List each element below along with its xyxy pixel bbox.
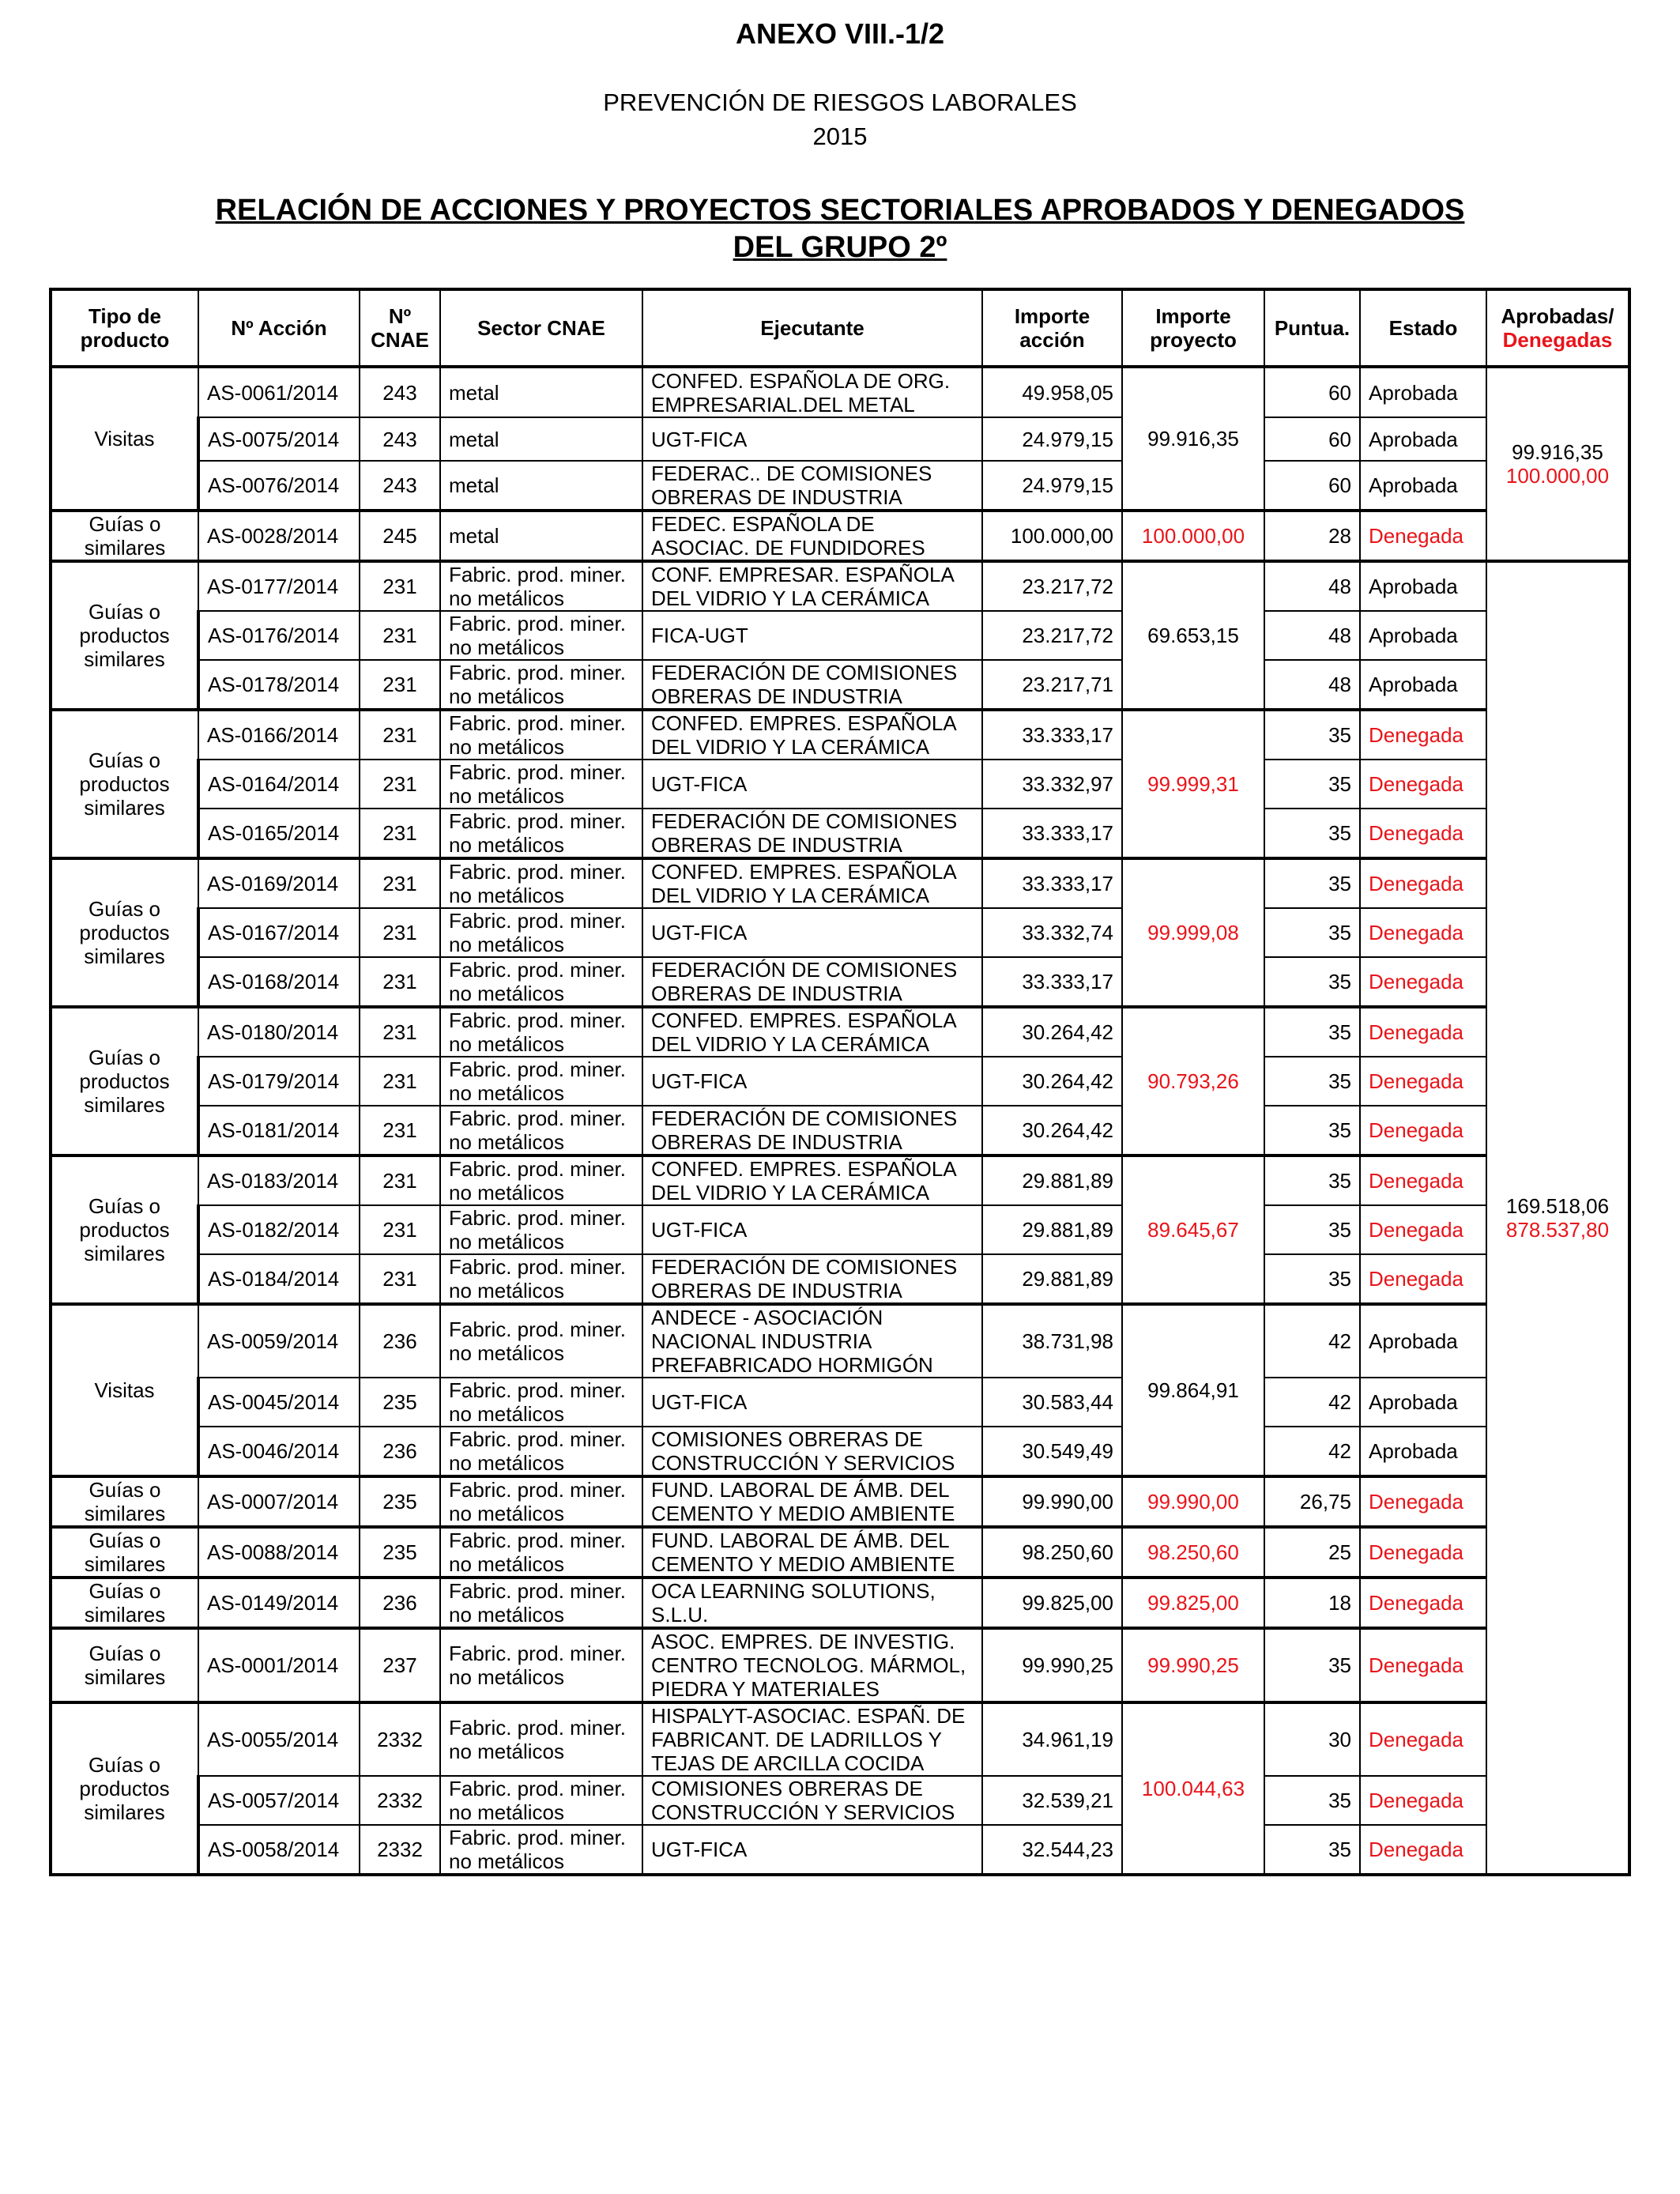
ejecutante-cell: UGT-FICA	[642, 1378, 982, 1427]
puntuacion-cell: 42	[1264, 1304, 1360, 1378]
accion-cell: AS-0176/2014	[198, 611, 360, 660]
cnae-cell: 236	[360, 1304, 440, 1378]
table-row	[51, 1155, 1629, 1205]
puntuacion-cell: 35	[1264, 1825, 1360, 1875]
table-row	[51, 858, 1629, 908]
importe-accion-cell: 30.264,42	[982, 1106, 1122, 1155]
actions-table	[49, 288, 1631, 1876]
col-header-cnae: Nº CNAE	[360, 289, 440, 367]
col-header-accion: Nº Acción	[198, 289, 360, 367]
cnae-cell: 231	[360, 809, 440, 858]
cnae-cell: 231	[360, 1254, 440, 1304]
cnae-cell: 243	[360, 417, 440, 461]
aprobadas-denegadas-cell	[1486, 561, 1629, 1875]
table-row	[51, 1776, 1629, 1825]
sector-cell: metal	[440, 367, 642, 417]
accion-cell: AS-0075/2014	[198, 417, 360, 461]
cnae-cell: 231	[360, 858, 440, 908]
cnae-cell: 2332	[360, 1776, 440, 1825]
table-row	[51, 1304, 1629, 1378]
estado-cell: Denegada	[1360, 1776, 1486, 1825]
col-header-tipo: Tipo de producto	[51, 289, 198, 367]
estado-cell: Denegada	[1360, 760, 1486, 809]
ejecutante-cell: UGT-FICA	[642, 1205, 982, 1254]
ejecutante-cell: FEDERACIÓN DE COMISIONES OBRERAS DE INDUSTRIA	[642, 809, 982, 858]
accion-cell: AS-0076/2014	[198, 461, 360, 511]
sector-cell: Fabric. prod. miner. no metálicos	[440, 1254, 642, 1304]
importe-proyecto-cell: 100.000,00	[1122, 511, 1264, 561]
cnae-cell: 231	[360, 561, 440, 611]
ejecutante-cell: ANDECE - ASOCIACIÓN NACIONAL INDUSTRIA PREFABRICADO HORMIGÓN	[642, 1304, 982, 1378]
report-title-line1: RELACIÓN DE ACCIONES Y PROYECTOS SECTORIALES APROBADOS Y DENEGADOS	[215, 194, 1465, 227]
cnae-cell: 243	[360, 367, 440, 417]
accion-cell: AS-0046/2014	[198, 1427, 360, 1476]
estado-cell: Denegada	[1360, 710, 1486, 760]
importe-accion-cell: 33.332,74	[982, 908, 1122, 957]
ejecutante-cell: UGT-FICA	[642, 1825, 982, 1875]
table-body	[51, 367, 1629, 1875]
estado-cell: Denegada	[1360, 957, 1486, 1007]
puntuacion-cell: 35	[1264, 1057, 1360, 1106]
estado-cell: Denegada	[1360, 1205, 1486, 1254]
accion-cell: AS-0061/2014	[198, 367, 360, 417]
tipo-producto-cell: Guías o similares	[51, 1476, 198, 1527]
accion-cell: AS-0057/2014	[198, 1776, 360, 1825]
table-row	[51, 1205, 1629, 1254]
puntuacion-cell: 35	[1264, 1155, 1360, 1205]
ejecutante-cell: FEDERAC.. DE COMISIONES OBRERAS DE INDUSTRIA	[642, 461, 982, 511]
tipo-producto-cell: Guías o similares	[51, 1628, 198, 1702]
importe-accion-cell: 33.333,17	[982, 957, 1122, 1007]
estado-cell: Denegada	[1360, 1057, 1486, 1106]
accion-cell: AS-0001/2014	[198, 1628, 360, 1702]
ejecutante-cell: CONFED. EMPRES. ESPAÑOLA DEL VIDRIO Y LA CERÁMICA	[642, 1155, 982, 1205]
estado-cell: Denegada	[1360, 908, 1486, 957]
sector-cell: Fabric. prod. miner. no metálicos	[440, 1527, 642, 1578]
importe-accion-cell: 23.217,72	[982, 611, 1122, 660]
accion-cell: AS-0058/2014	[198, 1825, 360, 1875]
cnae-cell: 2332	[360, 1702, 440, 1776]
puntuacion-cell: 35	[1264, 1007, 1360, 1057]
report-title-line2: DEL GRUPO 2º	[733, 231, 947, 264]
tipo-producto-cell: Guías o productos similares	[51, 710, 198, 858]
sector-cell: Fabric. prod. miner. no metálicos	[440, 1578, 642, 1628]
estado-cell: Denegada	[1360, 1007, 1486, 1057]
importe-proyecto-cell: 99.864,91	[1122, 1304, 1264, 1476]
sector-cell: Fabric. prod. miner. no metálicos	[440, 710, 642, 760]
aprobadas-denegadas-cell	[1486, 367, 1629, 561]
table-row	[51, 611, 1629, 660]
table-row	[51, 1527, 1629, 1578]
cnae-cell: 235	[360, 1476, 440, 1527]
importe-accion-cell: 33.333,17	[982, 710, 1122, 760]
importe-proyecto-cell: 99.916,35	[1122, 367, 1264, 511]
estado-cell: Aprobada	[1360, 660, 1486, 710]
sector-cell: Fabric. prod. miner. no metálicos	[440, 1702, 642, 1776]
importe-proyecto-cell: 69.653,15	[1122, 561, 1264, 710]
accion-cell: AS-0180/2014	[198, 1007, 360, 1057]
table-row	[51, 1378, 1629, 1427]
sector-cell: Fabric. prod. miner. no metálicos	[440, 1155, 642, 1205]
importe-accion-cell: 100.000,00	[982, 511, 1122, 561]
importe-accion-cell: 33.333,17	[982, 809, 1122, 858]
ejecutante-cell: FEDERACIÓN DE COMISIONES OBRERAS DE INDUSTRIA	[642, 1106, 982, 1155]
ejecutante-cell: HISPALYT-ASOCIAC. ESPAÑ. DE FABRICANT. DE LADRILLOS Y TEJAS DE ARCILLA COCIDA	[642, 1702, 982, 1776]
sector-cell: Fabric. prod. miner. no metálicos	[440, 660, 642, 710]
col-header-puntua: Puntua.	[1264, 289, 1360, 367]
col-header-sector: Sector CNAE	[440, 289, 642, 367]
puntuacion-cell: 35	[1264, 710, 1360, 760]
estado-cell: Denegada	[1360, 1106, 1486, 1155]
sector-cell: Fabric. prod. miner. no metálicos	[440, 561, 642, 611]
accion-cell: AS-0028/2014	[198, 511, 360, 561]
cnae-cell: 231	[360, 1057, 440, 1106]
accion-cell: AS-0168/2014	[198, 957, 360, 1007]
table-row	[51, 1106, 1629, 1155]
ejecutante-cell: CONFED. EMPRES. ESPAÑOLA DEL VIDRIO Y LA CERÁMICA	[642, 710, 982, 760]
importe-proyecto-cell: 99.990,00	[1122, 1476, 1264, 1527]
puntuacion-cell: 48	[1264, 611, 1360, 660]
col-header-importe-proyecto: Importe proyecto	[1122, 289, 1264, 367]
sector-cell: Fabric. prod. miner. no metálicos	[440, 1628, 642, 1702]
estado-cell: Denegada	[1360, 1254, 1486, 1304]
estado-cell: Denegada	[1360, 1825, 1486, 1875]
sector-cell: Fabric. prod. miner. no metálicos	[440, 858, 642, 908]
puntuacion-cell: 35	[1264, 1628, 1360, 1702]
sector-cell: Fabric. prod. miner. no metálicos	[440, 908, 642, 957]
importe-accion-cell: 24.979,15	[982, 461, 1122, 511]
importe-accion-cell: 30.583,44	[982, 1378, 1122, 1427]
table-row	[51, 461, 1629, 511]
puntuacion-cell: 60	[1264, 461, 1360, 511]
puntuacion-cell: 30	[1264, 1702, 1360, 1776]
sector-cell: Fabric. prod. miner. no metálicos	[440, 1106, 642, 1155]
ejecutante-cell: UGT-FICA	[642, 908, 982, 957]
accion-cell: AS-0059/2014	[198, 1304, 360, 1378]
sector-cell: Fabric. prod. miner. no metálicos	[440, 1427, 642, 1476]
ejecutante-cell: FUND. LABORAL DE ÁMB. DEL CEMENTO Y MEDIO AMBIENTE	[642, 1476, 982, 1527]
ejecutante-cell: CONFED. EMPRES. ESPAÑOLA DEL VIDRIO Y LA CERÁMICA	[642, 1007, 982, 1057]
importe-proyecto-cell: 99.999,31	[1122, 710, 1264, 858]
accion-cell: AS-0007/2014	[198, 1476, 360, 1527]
tipo-producto-cell: Guías o productos similares	[51, 561, 198, 710]
importe-accion-cell: 23.217,72	[982, 561, 1122, 611]
puntuacion-cell: 18	[1264, 1578, 1360, 1628]
accion-cell: AS-0169/2014	[198, 858, 360, 908]
estado-cell: Denegada	[1360, 1702, 1486, 1776]
ejecutante-cell: OCA LEARNING SOLUTIONS, S.L.U.	[642, 1578, 982, 1628]
estado-cell: Denegada	[1360, 1527, 1486, 1578]
table-row	[51, 809, 1629, 858]
estado-cell: Aprobada	[1360, 461, 1486, 511]
sector-cell: Fabric. prod. miner. no metálicos	[440, 1057, 642, 1106]
sector-cell: metal	[440, 417, 642, 461]
sector-cell: Fabric. prod. miner. no metálicos	[440, 1776, 642, 1825]
importe-accion-cell: 23.217,71	[982, 660, 1122, 710]
accion-cell: AS-0177/2014	[198, 561, 360, 611]
puntuacion-cell: 35	[1264, 1776, 1360, 1825]
ejecutante-cell: FEDERACIÓN DE COMISIONES OBRERAS DE INDUSTRIA	[642, 957, 982, 1007]
year: 2015	[812, 123, 868, 150]
ejecutante-cell: UGT-FICA	[642, 760, 982, 809]
importe-accion-cell: 33.333,17	[982, 858, 1122, 908]
importe-accion-cell: 99.990,00	[982, 1476, 1122, 1527]
cnae-cell: 231	[360, 660, 440, 710]
cnae-cell: 231	[360, 957, 440, 1007]
accion-cell: AS-0165/2014	[198, 809, 360, 858]
table-row	[51, 561, 1629, 611]
importe-proyecto-cell: 90.793,26	[1122, 1007, 1264, 1155]
importe-proyecto-cell: 99.999,08	[1122, 858, 1264, 1007]
importe-proyecto-cell: 99.825,00	[1122, 1578, 1264, 1628]
importe-accion-cell: 30.264,42	[982, 1007, 1122, 1057]
ejecutante-cell: FICA-UGT	[642, 611, 982, 660]
sector-cell: Fabric. prod. miner. no metálicos	[440, 1304, 642, 1378]
table-row	[51, 908, 1629, 957]
ejecutante-cell: CONF. EMPRESAR. ESPAÑOLA DEL VIDRIO Y LA CERÁMICA	[642, 561, 982, 611]
puntuacion-cell: 48	[1264, 660, 1360, 710]
table-row	[51, 1578, 1629, 1628]
tipo-producto-cell: Guías o productos similares	[51, 1155, 198, 1304]
sector-cell: Fabric. prod. miner. no metálicos	[440, 1205, 642, 1254]
puntuacion-cell: 60	[1264, 417, 1360, 461]
importe-accion-cell: 32.539,21	[982, 1776, 1122, 1825]
accion-cell: AS-0166/2014	[198, 710, 360, 760]
ejecutante-cell: COMISIONES OBRERAS DE CONSTRUCCIÓN Y SERVICIOS	[642, 1776, 982, 1825]
table-row	[51, 1007, 1629, 1057]
col-header-denegadas: Denegadas	[1502, 328, 1613, 352]
table-row	[51, 957, 1629, 1007]
table-row	[51, 417, 1629, 461]
cnae-cell: 243	[360, 461, 440, 511]
table-row	[51, 367, 1629, 417]
sector-cell: Fabric. prod. miner. no metálicos	[440, 1476, 642, 1527]
puntuacion-cell: 48	[1264, 561, 1360, 611]
estado-cell: Denegada	[1360, 1476, 1486, 1527]
ejecutante-cell: FEDERACIÓN DE COMISIONES OBRERAS DE INDUSTRIA	[642, 1254, 982, 1304]
puntuacion-cell: 42	[1264, 1427, 1360, 1476]
cnae-cell: 231	[360, 1155, 440, 1205]
table-row	[51, 1825, 1629, 1875]
importe-proyecto-cell: 98.250,60	[1122, 1527, 1264, 1578]
puntuacion-cell: 60	[1264, 367, 1360, 417]
importe-accion-cell: 98.250,60	[982, 1527, 1122, 1578]
accion-cell: AS-0183/2014	[198, 1155, 360, 1205]
cnae-cell: 231	[360, 760, 440, 809]
importe-accion-cell: 29.881,89	[982, 1205, 1122, 1254]
col-header-aprobadas: Aprobadas/	[1501, 304, 1614, 328]
accion-cell: AS-0178/2014	[198, 660, 360, 710]
col-header-ejecutante: Ejecutante	[642, 289, 982, 367]
importe-accion-cell: 29.881,89	[982, 1155, 1122, 1205]
importe-proyecto-cell: 99.990,25	[1122, 1628, 1264, 1702]
estado-cell: Denegada	[1360, 511, 1486, 561]
estado-cell: Aprobada	[1360, 417, 1486, 461]
table-row	[51, 760, 1629, 809]
puntuacion-cell: 28	[1264, 511, 1360, 561]
annex-title: ANEXO VIII.-1/2	[735, 17, 945, 50]
importe-accion-cell: 32.544,23	[982, 1825, 1122, 1875]
sector-cell: Fabric. prod. miner. no metálicos	[440, 611, 642, 660]
ejecutante-cell: COMISIONES OBRERAS DE CONSTRUCCIÓN Y SERVICIOS	[642, 1427, 982, 1476]
ejecutante-cell: UGT-FICA	[642, 1057, 982, 1106]
puntuacion-cell: 35	[1264, 908, 1360, 957]
accion-cell: AS-0167/2014	[198, 908, 360, 957]
tipo-producto-cell: Guías o productos similares	[51, 1702, 198, 1875]
puntuacion-cell: 35	[1264, 858, 1360, 908]
accion-cell: AS-0055/2014	[198, 1702, 360, 1776]
puntuacion-cell: 35	[1264, 760, 1360, 809]
cnae-cell: 235	[360, 1378, 440, 1427]
sector-cell: Fabric. prod. miner. no metálicos	[440, 1825, 642, 1875]
puntuacion-cell: 35	[1264, 1205, 1360, 1254]
ejecutante-cell: UGT-FICA	[642, 417, 982, 461]
ejecutante-cell: FUND. LABORAL DE ÁMB. DEL CEMENTO Y MEDIO AMBIENTE	[642, 1527, 982, 1578]
accion-cell: AS-0164/2014	[198, 760, 360, 809]
estado-cell: Denegada	[1360, 1155, 1486, 1205]
cnae-cell: 237	[360, 1628, 440, 1702]
puntuacion-cell: 35	[1264, 809, 1360, 858]
sector-cell: Fabric. prod. miner. no metálicos	[440, 1378, 642, 1427]
cnae-cell: 231	[360, 1106, 440, 1155]
subtitle: PREVENCIÓN DE RIESGOS LABORALES	[603, 89, 1077, 116]
aprobadas-total: 99.916,35	[1512, 440, 1603, 464]
accion-cell: AS-0088/2014	[198, 1527, 360, 1578]
tipo-producto-cell: Guías o similares	[51, 1578, 198, 1628]
aprobadas-total: 169.518,06	[1505, 1194, 1610, 1218]
estado-cell: Aprobada	[1360, 611, 1486, 660]
ejecutante-cell: FEDEC. ESPAÑOLA DE ASOCIAC. DE FUNDIDORES	[642, 511, 982, 561]
col-header-aprobadas-denegadas	[1486, 289, 1629, 367]
importe-accion-cell: 29.881,89	[982, 1254, 1122, 1304]
estado-cell: Denegada	[1360, 1628, 1486, 1702]
estado-cell: Aprobada	[1360, 1304, 1486, 1378]
sector-cell: Fabric. prod. miner. no metálicos	[440, 809, 642, 858]
estado-cell: Aprobada	[1360, 367, 1486, 417]
tipo-producto-cell: Guías o productos similares	[51, 1007, 198, 1155]
importe-accion-cell: 33.332,97	[982, 760, 1122, 809]
col-header-estado: Estado	[1360, 289, 1486, 367]
cnae-cell: 236	[360, 1578, 440, 1628]
estado-cell: Denegada	[1360, 809, 1486, 858]
importe-accion-cell: 49.958,05	[982, 367, 1122, 417]
table-row	[51, 1476, 1629, 1527]
ejecutante-cell: CONFED. EMPRES. ESPAÑOLA DEL VIDRIO Y LA CERÁMICA	[642, 858, 982, 908]
importe-accion-cell: 24.979,15	[982, 417, 1122, 461]
cnae-cell: 2332	[360, 1825, 440, 1875]
ejecutante-cell: CONFED. ESPAÑOLA DE ORG. EMPRESARIAL.DEL METAL	[642, 367, 982, 417]
estado-cell: Aprobada	[1360, 1427, 1486, 1476]
tipo-producto-cell: Guías o productos similares	[51, 858, 198, 1007]
importe-accion-cell: 38.731,98	[982, 1304, 1122, 1378]
estado-cell: Denegada	[1360, 858, 1486, 908]
table-header-row	[51, 289, 1629, 367]
table-row	[51, 1057, 1629, 1106]
accion-cell: AS-0149/2014	[198, 1578, 360, 1628]
puntuacion-cell: 35	[1264, 957, 1360, 1007]
accion-cell: AS-0182/2014	[198, 1205, 360, 1254]
cnae-cell: 231	[360, 908, 440, 957]
accion-cell: AS-0045/2014	[198, 1378, 360, 1427]
estado-cell: Aprobada	[1360, 561, 1486, 611]
tipo-producto-cell: Visitas	[51, 1304, 198, 1476]
estado-cell: Denegada	[1360, 1578, 1486, 1628]
importe-proyecto-cell: 100.044,63	[1122, 1702, 1264, 1875]
table-row	[51, 1254, 1629, 1304]
ejecutante-cell: FEDERACIÓN DE COMISIONES OBRERAS DE INDUSTRIA	[642, 660, 982, 710]
puntuacion-cell: 25	[1264, 1527, 1360, 1578]
cnae-cell: 231	[360, 1007, 440, 1057]
estado-cell: Aprobada	[1360, 1378, 1486, 1427]
importe-accion-cell: 34.961,19	[982, 1702, 1122, 1776]
accion-cell: AS-0184/2014	[198, 1254, 360, 1304]
table-row	[51, 1702, 1629, 1776]
puntuacion-cell: 35	[1264, 1254, 1360, 1304]
sector-cell: metal	[440, 461, 642, 511]
tipo-producto-cell: Visitas	[51, 367, 198, 511]
importe-accion-cell: 99.990,25	[982, 1628, 1122, 1702]
sector-cell: metal	[440, 511, 642, 561]
puntuacion-cell: 35	[1264, 1106, 1360, 1155]
cnae-cell: 245	[360, 511, 440, 561]
importe-proyecto-cell: 89.645,67	[1122, 1155, 1264, 1304]
table-row	[51, 710, 1629, 760]
table-row	[51, 1427, 1629, 1476]
cnae-cell: 231	[360, 611, 440, 660]
tipo-producto-cell: Guías o similares	[51, 511, 198, 561]
cnae-cell: 235	[360, 1527, 440, 1578]
importe-accion-cell: 30.549,49	[982, 1427, 1122, 1476]
sector-cell: Fabric. prod. miner. no metálicos	[440, 957, 642, 1007]
table-row	[51, 511, 1629, 561]
importe-accion-cell: 99.825,00	[982, 1578, 1122, 1628]
tipo-producto-cell: Guías o similares	[51, 1527, 198, 1578]
ejecutante-cell: ASOC. EMPRES. DE INVESTIG. CENTRO TECNOLOG. MÁRMOL, PIEDRA Y MATERIALES	[642, 1628, 982, 1702]
table-row	[51, 1628, 1629, 1702]
table-row	[51, 660, 1629, 710]
cnae-cell: 231	[360, 1205, 440, 1254]
cnae-cell: 231	[360, 710, 440, 760]
puntuacion-cell: 26,75	[1264, 1476, 1360, 1527]
accion-cell: AS-0181/2014	[198, 1106, 360, 1155]
puntuacion-cell: 42	[1264, 1378, 1360, 1427]
cnae-cell: 236	[360, 1427, 440, 1476]
importe-accion-cell: 30.264,42	[982, 1057, 1122, 1106]
sector-cell: Fabric. prod. miner. no metálicos	[440, 1007, 642, 1057]
col-header-importe-accion: Importe acción	[982, 289, 1122, 367]
denegadas-total: 100.000,00	[1505, 464, 1610, 488]
denegadas-total: 878.537,80	[1505, 1218, 1610, 1242]
accion-cell: AS-0179/2014	[198, 1057, 360, 1106]
sector-cell: Fabric. prod. miner. no metálicos	[440, 760, 642, 809]
